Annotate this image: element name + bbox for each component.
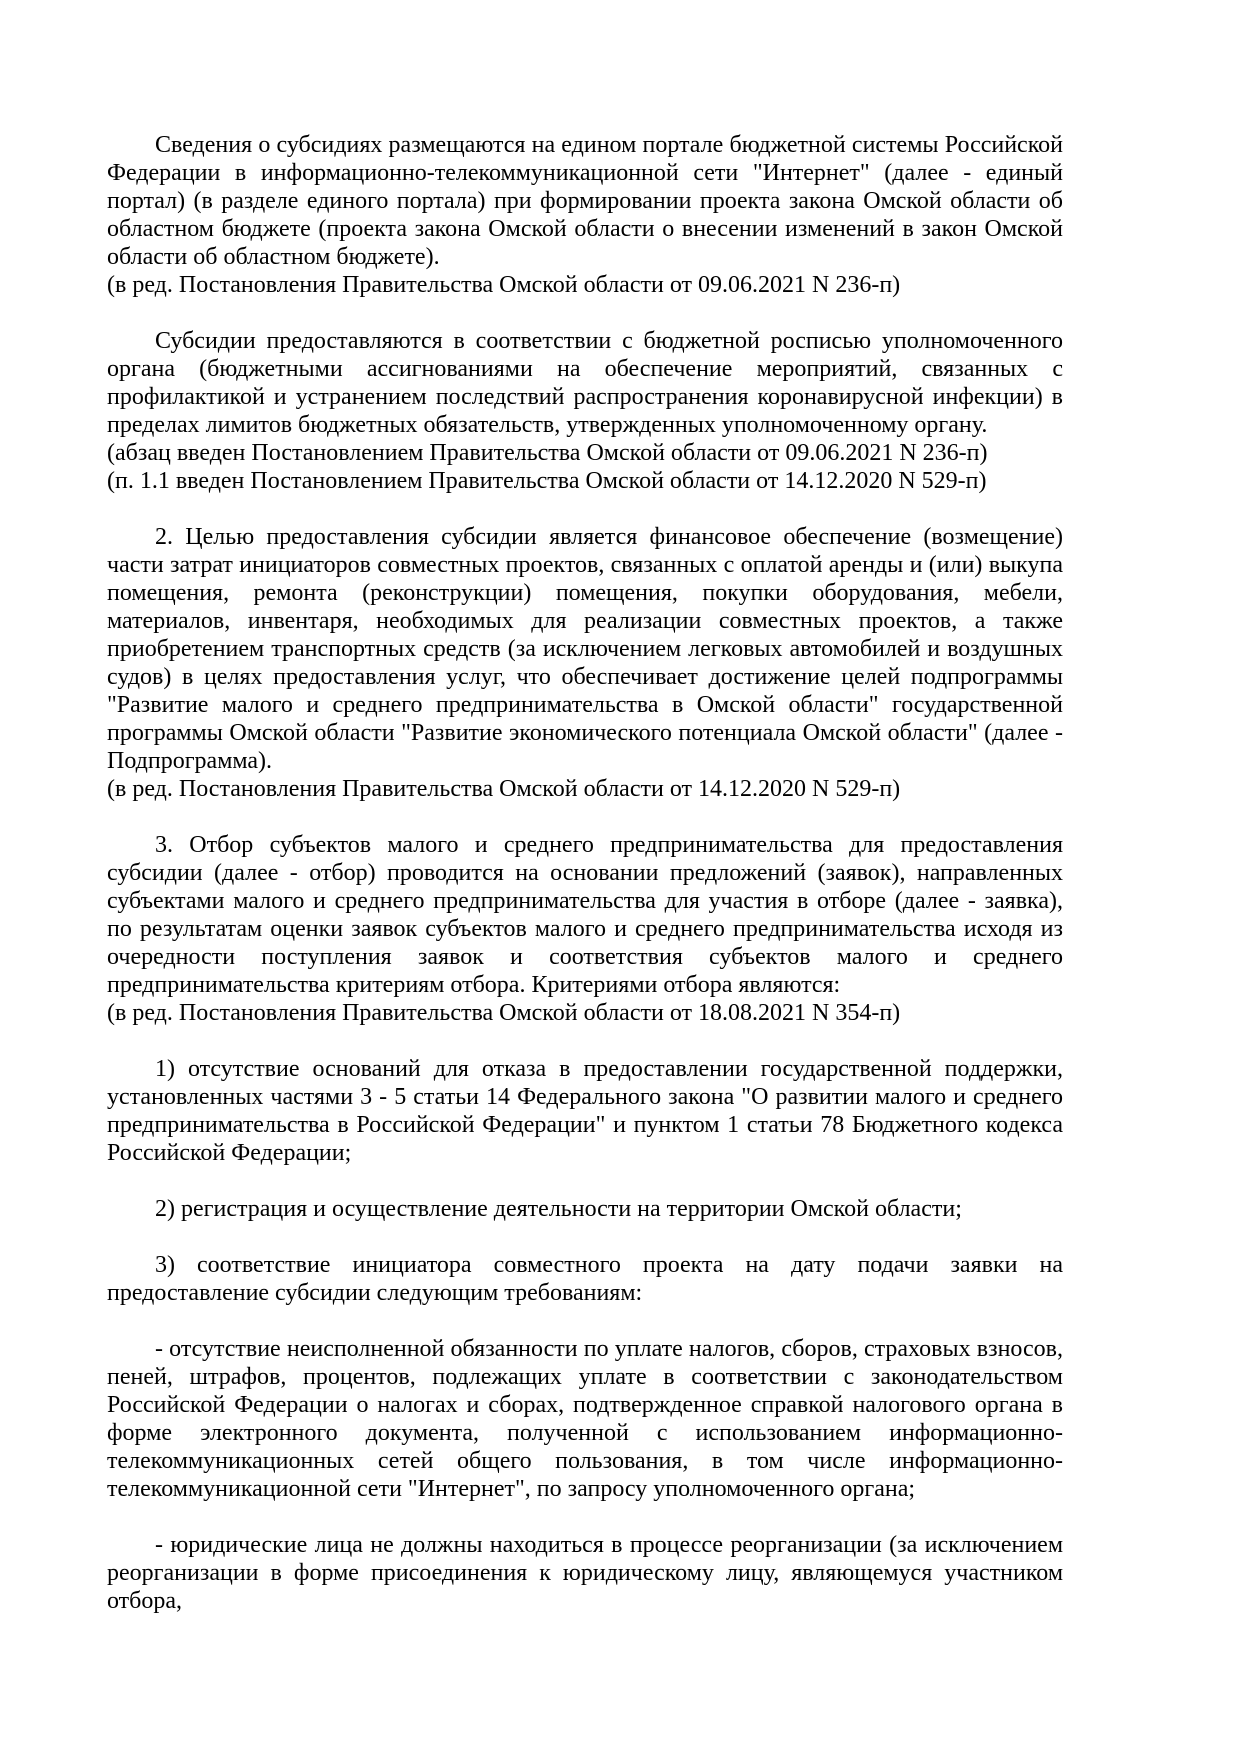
paragraph: 2. Целью предоставления субсидии является финансовое обеспечение (возмещение) части затрат инициаторов совместных проектов, связанных с оплатой аренды и (или) выкупа помещения, ремонта (реконструкции) помещения, покупки оборудования, мебели, материалов, инвентаря, необходимых для реализации совместных проектов, а также приобретением транспортных средств (за исключением легковых автомобилей и воздушных судов) в целях предоставления услуг, что обеспечивает достижение целей подпрограммы "Развитие малого и среднего предпринимательства в Омской области" государственной программы Омской области "Развитие экономического потенциала Омской области" (далее - Подпрограмма). [107,524,1063,774]
paragraph: 3. Отбор субъектов малого и среднего предпринимательства для предоставления субсидии (далее - отбор) проводится на основании предложений (заявок), направленных субъектами малого и среднего предпринимательства для участия в отборе (далее - заявка), по результатам оценки заявок субъектов малого и среднего предпринимательства исходя из очередности поступления заявок и соответствия субъектов малого и среднего предпринимательства критериям отбора. Критериями отбора являются: [107,832,1063,998]
amendment-note: (в ред. Постановления Правительства Омской области от 09.06.2021 N 236-п) [107,272,901,298]
paragraph: Сведения о субсидиях размещаются на едином портале бюджетной системы Российской Федерации в информационно-телекоммуникационной сети "Интернет" (далее - единый портал) (в разделе единого портала) при формировании проекта закона Омской области об областном бюджете (проекта закона Омской области о внесении изменений в закон Омской области об областном бюджете). [107,132,1063,270]
amendment-note: (абзац введен Постановлением Правительства Омской области от 09.06.2021 N 236-п) [107,440,988,466]
paragraph: - юридические лица не должны находиться в процессе реорганизации (за исключением реорганизации в форме присоединения к юридическому лицу, являющемуся участником отбора, [107,1532,1063,1614]
paragraph: 3) соответствие инициатора совместного проекта на дату подачи заявки на предоставление субсидии следующим требованиям: [107,1252,1063,1306]
paragraph: - отсутствие неисполненной обязанности по уплате налогов, сборов, страховых взносов, пеней, штрафов, процентов, подлежащих уплате в соответствии с законодательством Российской Федерации о налогах и сборах, подтвержденное справкой налогового органа в форме электронного документа, полученной с использованием информационно-телекоммуникационных сетей общего пользования, в том числе информационно-телекоммуникационной сети "Интернет", по запросу уполномоченного органа; [107,1336,1063,1502]
amendment-note: (п. 1.1 введен Постановлением Правительства Омской области от 14.12.2020 N 529-п) [107,468,987,494]
paragraph: 2) регистрация и осуществление деятельности на территории Омской области; [155,1196,962,1222]
paragraph: 1) отсутствие оснований для отказа в предоставлении государственной поддержки, установленных частями 3 - 5 статьи 14 Федерального закона "О развитии малого и среднего предпринимательства в Российской Федерации" и пунктом 1 статьи 78 Бюджетного кодекса Российской Федерации; [107,1056,1063,1166]
paragraph: Субсидии предоставляются в соответствии с бюджетной росписью уполномоченного органа (бюджетными ассигнованиями на обеспечение мероприятий, связанных с профилактикой и устранением последствий распространения коронавирусной инфекции) в пределах лимитов бюджетных обязательств, утвержденных уполномоченному органу. [107,328,1063,438]
amendment-note: (в ред. Постановления Правительства Омской области от 14.12.2020 N 529-п) [107,776,901,802]
amendment-note: (в ред. Постановления Правительства Омской области от 18.08.2021 N 354-п) [107,1000,901,1026]
